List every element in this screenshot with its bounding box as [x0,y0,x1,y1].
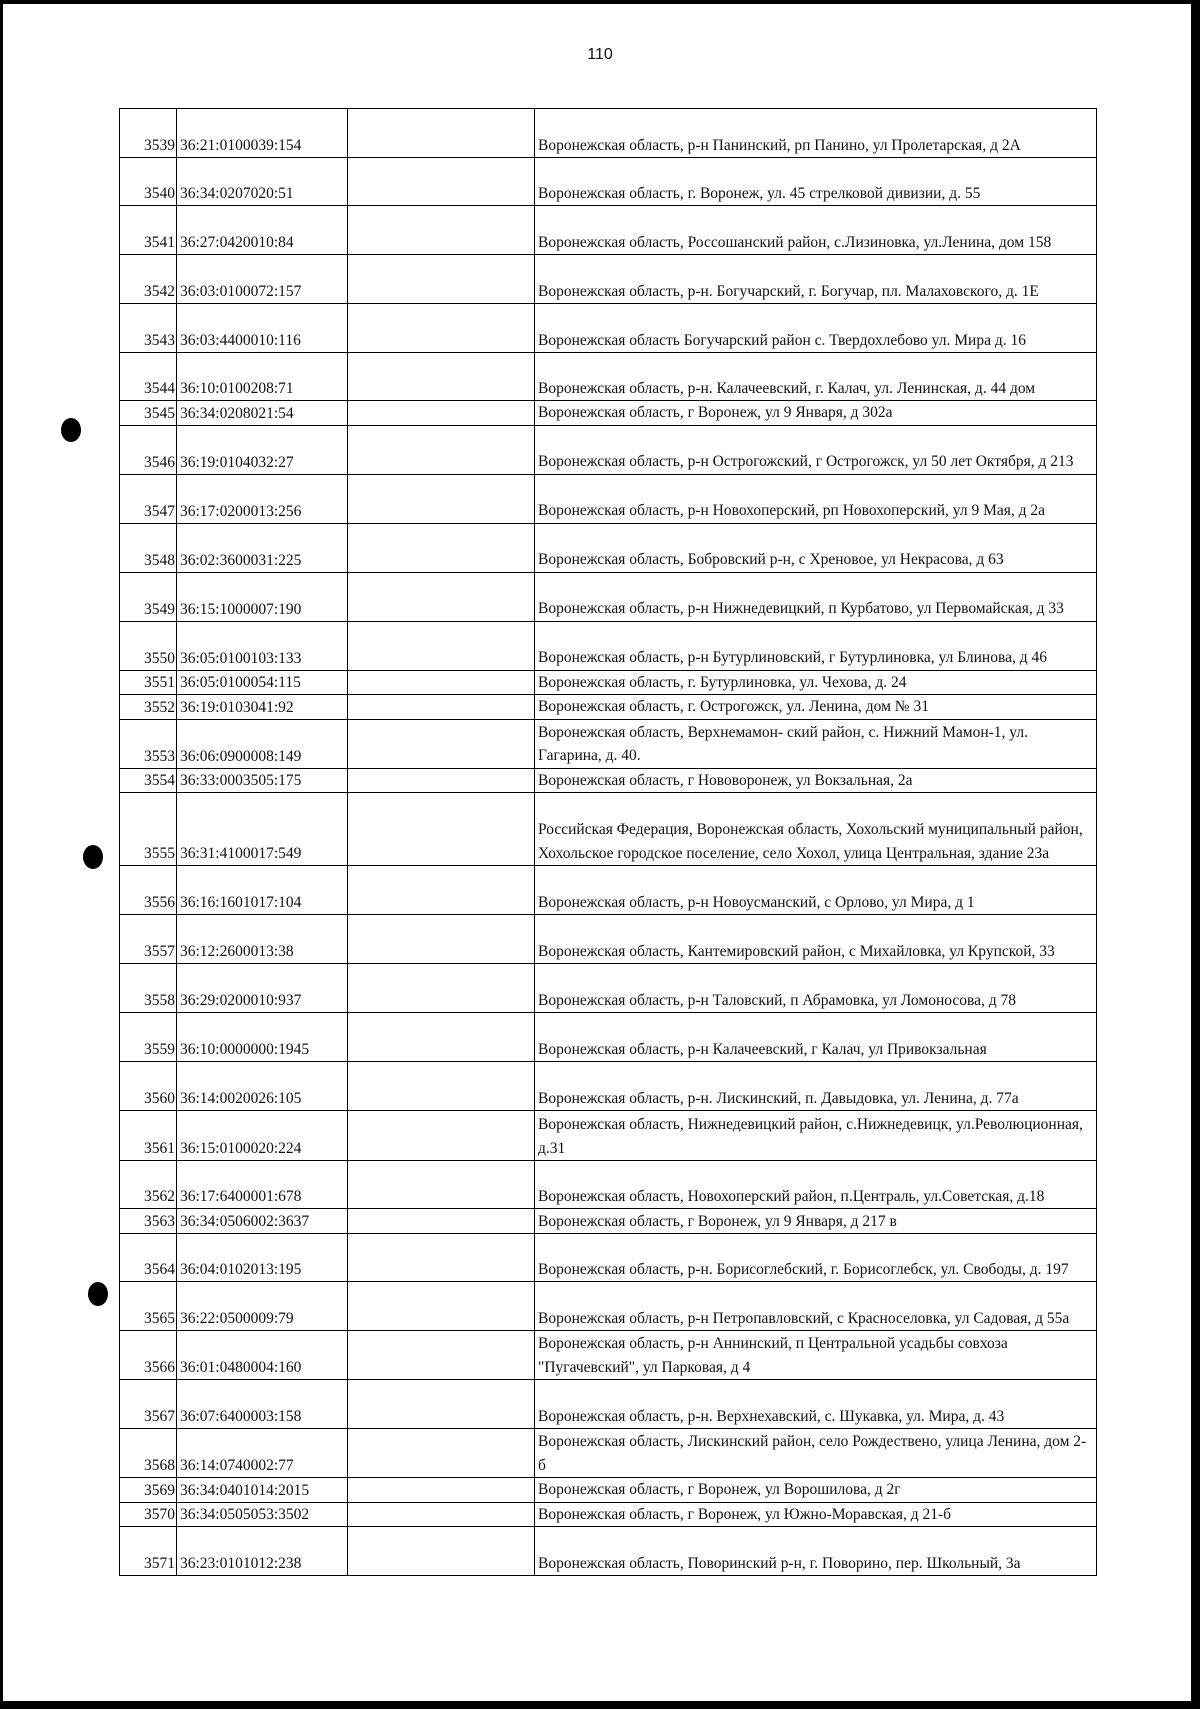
cadastral-number-cell: 36:14:0020026:105 [177,1062,348,1111]
punch-hole-mark [83,845,103,869]
property-registry-table [119,108,1097,1576]
row-number-cell: 3543 [120,304,177,353]
cadastral-number-cell: 36:34:0208021:54 [177,401,348,426]
address-cell: Воронежская область, р-н Панинский, рп Панино, ул Пролетарская, д 2А [535,109,1097,158]
table-row [120,1234,1097,1282]
table-row [120,401,1097,426]
table-row [120,695,1097,720]
row-number-cell: 3558 [120,964,177,1013]
cadastral-number-cell: 36:23:0101012:238 [177,1527,348,1576]
address-cell: Воронежская область, р-н. Лискинский, п. Давыдовка, ул. Ленина, д. 77а [535,1062,1097,1111]
table-row [120,304,1097,353]
cadastral-number-cell: 36:34:0505053:3502 [177,1502,348,1527]
table-row [120,158,1097,206]
empty-cell [348,621,535,670]
row-number-cell: 3548 [120,523,177,572]
row-number-cell: 3539 [120,109,177,158]
address-cell: Воронежская область, г Воронеж, ул Ворошилова, д 2г [535,1478,1097,1503]
address-cell: Воронежская область, Верхнемамон- ский район, с. Нижний Мамон-1, ул. Гагарина, д. 40. [535,719,1097,768]
table-row [120,1478,1097,1503]
empty-cell [348,474,535,523]
cadastral-number-cell: 36:34:0401014:2015 [177,1478,348,1503]
cadastral-number-cell: 36:01:0480004:160 [177,1331,348,1380]
table-row [120,572,1097,621]
empty-cell [348,1429,535,1478]
address-cell: Воронежская область, р-н. Богучарский, г. Богучар, пл. Малаховского, д. 1Е [535,255,1097,304]
table-row [120,1209,1097,1234]
cadastral-number-cell: 36:10:0000000:1945 [177,1013,348,1062]
row-number-cell: 3559 [120,1013,177,1062]
address-cell: Воронежская область, г Нововоронеж, ул Вокзальная, 2а [535,768,1097,793]
empty-cell [348,572,535,621]
table-row [120,719,1097,768]
empty-cell [348,1062,535,1111]
row-number-cell: 3552 [120,695,177,720]
table-row [120,1161,1097,1209]
table-row [120,866,1097,915]
row-number-cell: 3550 [120,621,177,670]
table-row [120,1282,1097,1331]
empty-cell [348,1282,535,1331]
address-cell: Воронежская область, р-н. Калачеевский, г. Калач, ул. Ленинская, д. 44 дом [535,353,1097,401]
row-number-cell: 3542 [120,255,177,304]
address-cell: Воронежская область, р-н Аннинский, п Центральной усадьбы совхоза "Пугачевский", ул Парковая, д 4 [535,1331,1097,1380]
table-row [120,1380,1097,1429]
row-number-cell: 3540 [120,158,177,206]
cadastral-number-cell: 36:14:0740002:77 [177,1429,348,1478]
empty-cell [348,353,535,401]
cadastral-number-cell: 36:21:0100039:154 [177,109,348,158]
table-row [120,1013,1097,1062]
address-cell: Воронежская область, г Воронеж, ул Южно-Моравская, д 21-б [535,1502,1097,1527]
address-cell: Воронежская область, р-н Нижнедевицкий, п Курбатово, ул Первомайская, д 33 [535,572,1097,621]
cadastral-number-cell: 36:19:0104032:27 [177,425,348,474]
address-cell: Воронежская область, Россошанский район, с.Лизиновка, ул.Ленина, дом 158 [535,206,1097,255]
empty-cell [348,1013,535,1062]
address-cell: Воронежская область, Лискинский район, село Рождествено, улица Ленина, дом 2-б [535,1429,1097,1478]
empty-cell [348,1161,535,1209]
table-row [120,353,1097,401]
row-number-cell: 3549 [120,572,177,621]
address-cell: Воронежская область, Поворинский р-н, г. Поворино, пер. Школьный, 3а [535,1527,1097,1576]
row-number-cell: 3562 [120,1161,177,1209]
address-cell: Воронежская область, г Воронеж, ул 9 Января, д 217 в [535,1209,1097,1234]
punch-hole-mark [88,1282,108,1306]
table-row [120,768,1097,793]
row-number-cell: 3561 [120,1111,177,1161]
table-row [120,1111,1097,1161]
empty-cell [348,964,535,1013]
table-row [120,425,1097,474]
empty-cell [348,1502,535,1527]
address-cell: Воронежская область, р-н Новоусманский, с Орлово, ул Мира, д 1 [535,866,1097,915]
empty-cell [348,915,535,964]
cadastral-number-cell: 36:03:4400010:116 [177,304,348,353]
address-cell: Воронежская область, г. Воронеж, ул. 45 стрелковой дивизии, д. 55 [535,158,1097,206]
empty-cell [348,1478,535,1503]
table-row [120,621,1097,670]
empty-cell [348,719,535,768]
cadastral-number-cell: 36:27:0420010:84 [177,206,348,255]
cadastral-number-cell: 36:22:0500009:79 [177,1282,348,1331]
empty-cell [348,793,535,866]
empty-cell [348,695,535,720]
row-number-cell: 3545 [120,401,177,426]
cadastral-number-cell: 36:15:0100020:224 [177,1111,348,1161]
empty-cell [348,1111,535,1161]
table-row [120,1331,1097,1380]
cadastral-number-cell: 36:34:0506002:3637 [177,1209,348,1234]
table-row [120,474,1097,523]
table-row [120,206,1097,255]
row-number-cell: 3571 [120,1527,177,1576]
row-number-cell: 3551 [120,670,177,695]
table-row [120,964,1097,1013]
punch-hole-mark [61,418,81,442]
cadastral-number-cell: 36:05:0100103:133 [177,621,348,670]
cadastral-number-cell: 36:16:1601017:104 [177,866,348,915]
empty-cell [348,401,535,426]
address-cell: Воронежская область, р-н Таловский, п Абрамовка, ул Ломоносова, д 78 [535,964,1097,1013]
cadastral-number-cell: 36:04:0102013:195 [177,1234,348,1282]
address-cell: Воронежская область, г Воронеж, ул 9 Января, д 302а [535,401,1097,426]
address-cell: Воронежская область, р-н Острогожский, г Острогожск, ул 50 лет Октября, д 213 [535,425,1097,474]
cadastral-number-cell: 36:31:4100017:549 [177,793,348,866]
cadastral-number-cell: 36:10:0100208:71 [177,353,348,401]
address-cell: Воронежская область, р-н. Верхнехавский, с. Шукавка, ул. Мира, д. 43 [535,1380,1097,1429]
cadastral-number-cell: 36:02:3600031:225 [177,523,348,572]
row-number-cell: 3569 [120,1478,177,1503]
row-number-cell: 3568 [120,1429,177,1478]
address-cell: Воронежская область, Кантемировский район, с Михайловка, ул Крупской, 33 [535,915,1097,964]
cadastral-number-cell: 36:05:0100054:115 [177,670,348,695]
address-cell: Российская Федерация, Воронежская область, Хохольский муниципальный район, Хохольское городское поселение, село Хохол, улица Центральная, здание 23а [535,793,1097,866]
table-row [120,1502,1097,1527]
address-cell: Воронежская область, р-н Петропавловский, с Красноселовка, ул Садовая, д 55а [535,1282,1097,1331]
cadastral-number-cell: 36:33:0003505:175 [177,768,348,793]
empty-cell [348,1209,535,1234]
row-number-cell: 3556 [120,866,177,915]
empty-cell [348,206,535,255]
row-number-cell: 3567 [120,1380,177,1429]
empty-cell [348,523,535,572]
row-number-cell: 3544 [120,353,177,401]
empty-cell [348,304,535,353]
cadastral-number-cell: 36:03:0100072:157 [177,255,348,304]
address-cell: Воронежская область, р-н Новохоперский, рп Новохоперский, ул 9 Мая, д 2а [535,474,1097,523]
address-cell: Воронежская область, р-н. Борисоглебский, г. Борисоглебск, ул. Свободы, д. 197 [535,1234,1097,1282]
row-number-cell: 3570 [120,1502,177,1527]
address-cell: Воронежская область, Новохоперский район, п.Централь, ул.Советская, д.18 [535,1161,1097,1209]
row-number-cell: 3563 [120,1209,177,1234]
row-number-cell: 3546 [120,425,177,474]
row-number-cell: 3564 [120,1234,177,1282]
table-row [120,915,1097,964]
registry-table-body [120,109,1097,1576]
row-number-cell: 3541 [120,206,177,255]
table-row [120,670,1097,695]
table-row [120,255,1097,304]
empty-cell [348,670,535,695]
address-cell: Воронежская область, р-н Бутурлиновский, г Бутурлиновка, ул Блинова, д 46 [535,621,1097,670]
address-cell: Воронежская область, р-н Калачеевский, г Калач, ул Привокзальная [535,1013,1097,1062]
empty-cell [348,425,535,474]
empty-cell [348,1234,535,1282]
row-number-cell: 3560 [120,1062,177,1111]
cadastral-number-cell: 36:19:0103041:92 [177,695,348,720]
table-row [120,1429,1097,1478]
cadastral-number-cell: 36:07:6400003:158 [177,1380,348,1429]
address-cell: Воронежская область, Бобровский р-н, с Хреновое, ул Некрасова, д 63 [535,523,1097,572]
table-row [120,1527,1097,1576]
cadastral-number-cell: 36:15:1000007:190 [177,572,348,621]
address-cell: Воронежская область Богучарский район с. Твердохлебово ул. Мира д. 16 [535,304,1097,353]
empty-cell [348,158,535,206]
address-cell: Воронежская область, г. Острогожск, ул. Ленина, дом № 31 [535,695,1097,720]
cadastral-number-cell: 36:06:0900008:149 [177,719,348,768]
row-number-cell: 3547 [120,474,177,523]
cadastral-number-cell: 36:34:0207020:51 [177,158,348,206]
table-row [120,523,1097,572]
row-number-cell: 3566 [120,1331,177,1380]
table-row [120,1062,1097,1111]
table-row [120,109,1097,158]
row-number-cell: 3553 [120,719,177,768]
cadastral-number-cell: 36:17:6400001:678 [177,1161,348,1209]
empty-cell [348,255,535,304]
cadastral-number-cell: 36:12:2600013:38 [177,915,348,964]
address-cell: Воронежская область, Нижнедевицкий район, с.Нижнедевицк, ул.Революционная, д.31 [535,1111,1097,1161]
empty-cell [348,1380,535,1429]
empty-cell [348,1527,535,1576]
row-number-cell: 3555 [120,793,177,866]
row-number-cell: 3557 [120,915,177,964]
row-number-cell: 3565 [120,1282,177,1331]
empty-cell [348,768,535,793]
address-cell: Воронежская область, г. Бутурлиновка, ул. Чехова, д. 24 [535,670,1097,695]
page-number: 110 [587,46,613,63]
empty-cell [348,109,535,158]
empty-cell [348,1331,535,1380]
empty-cell [348,866,535,915]
cadastral-number-cell: 36:17:0200013:256 [177,474,348,523]
cadastral-number-cell: 36:29:0200010:937 [177,964,348,1013]
row-number-cell: 3554 [120,768,177,793]
table-row [120,793,1097,866]
